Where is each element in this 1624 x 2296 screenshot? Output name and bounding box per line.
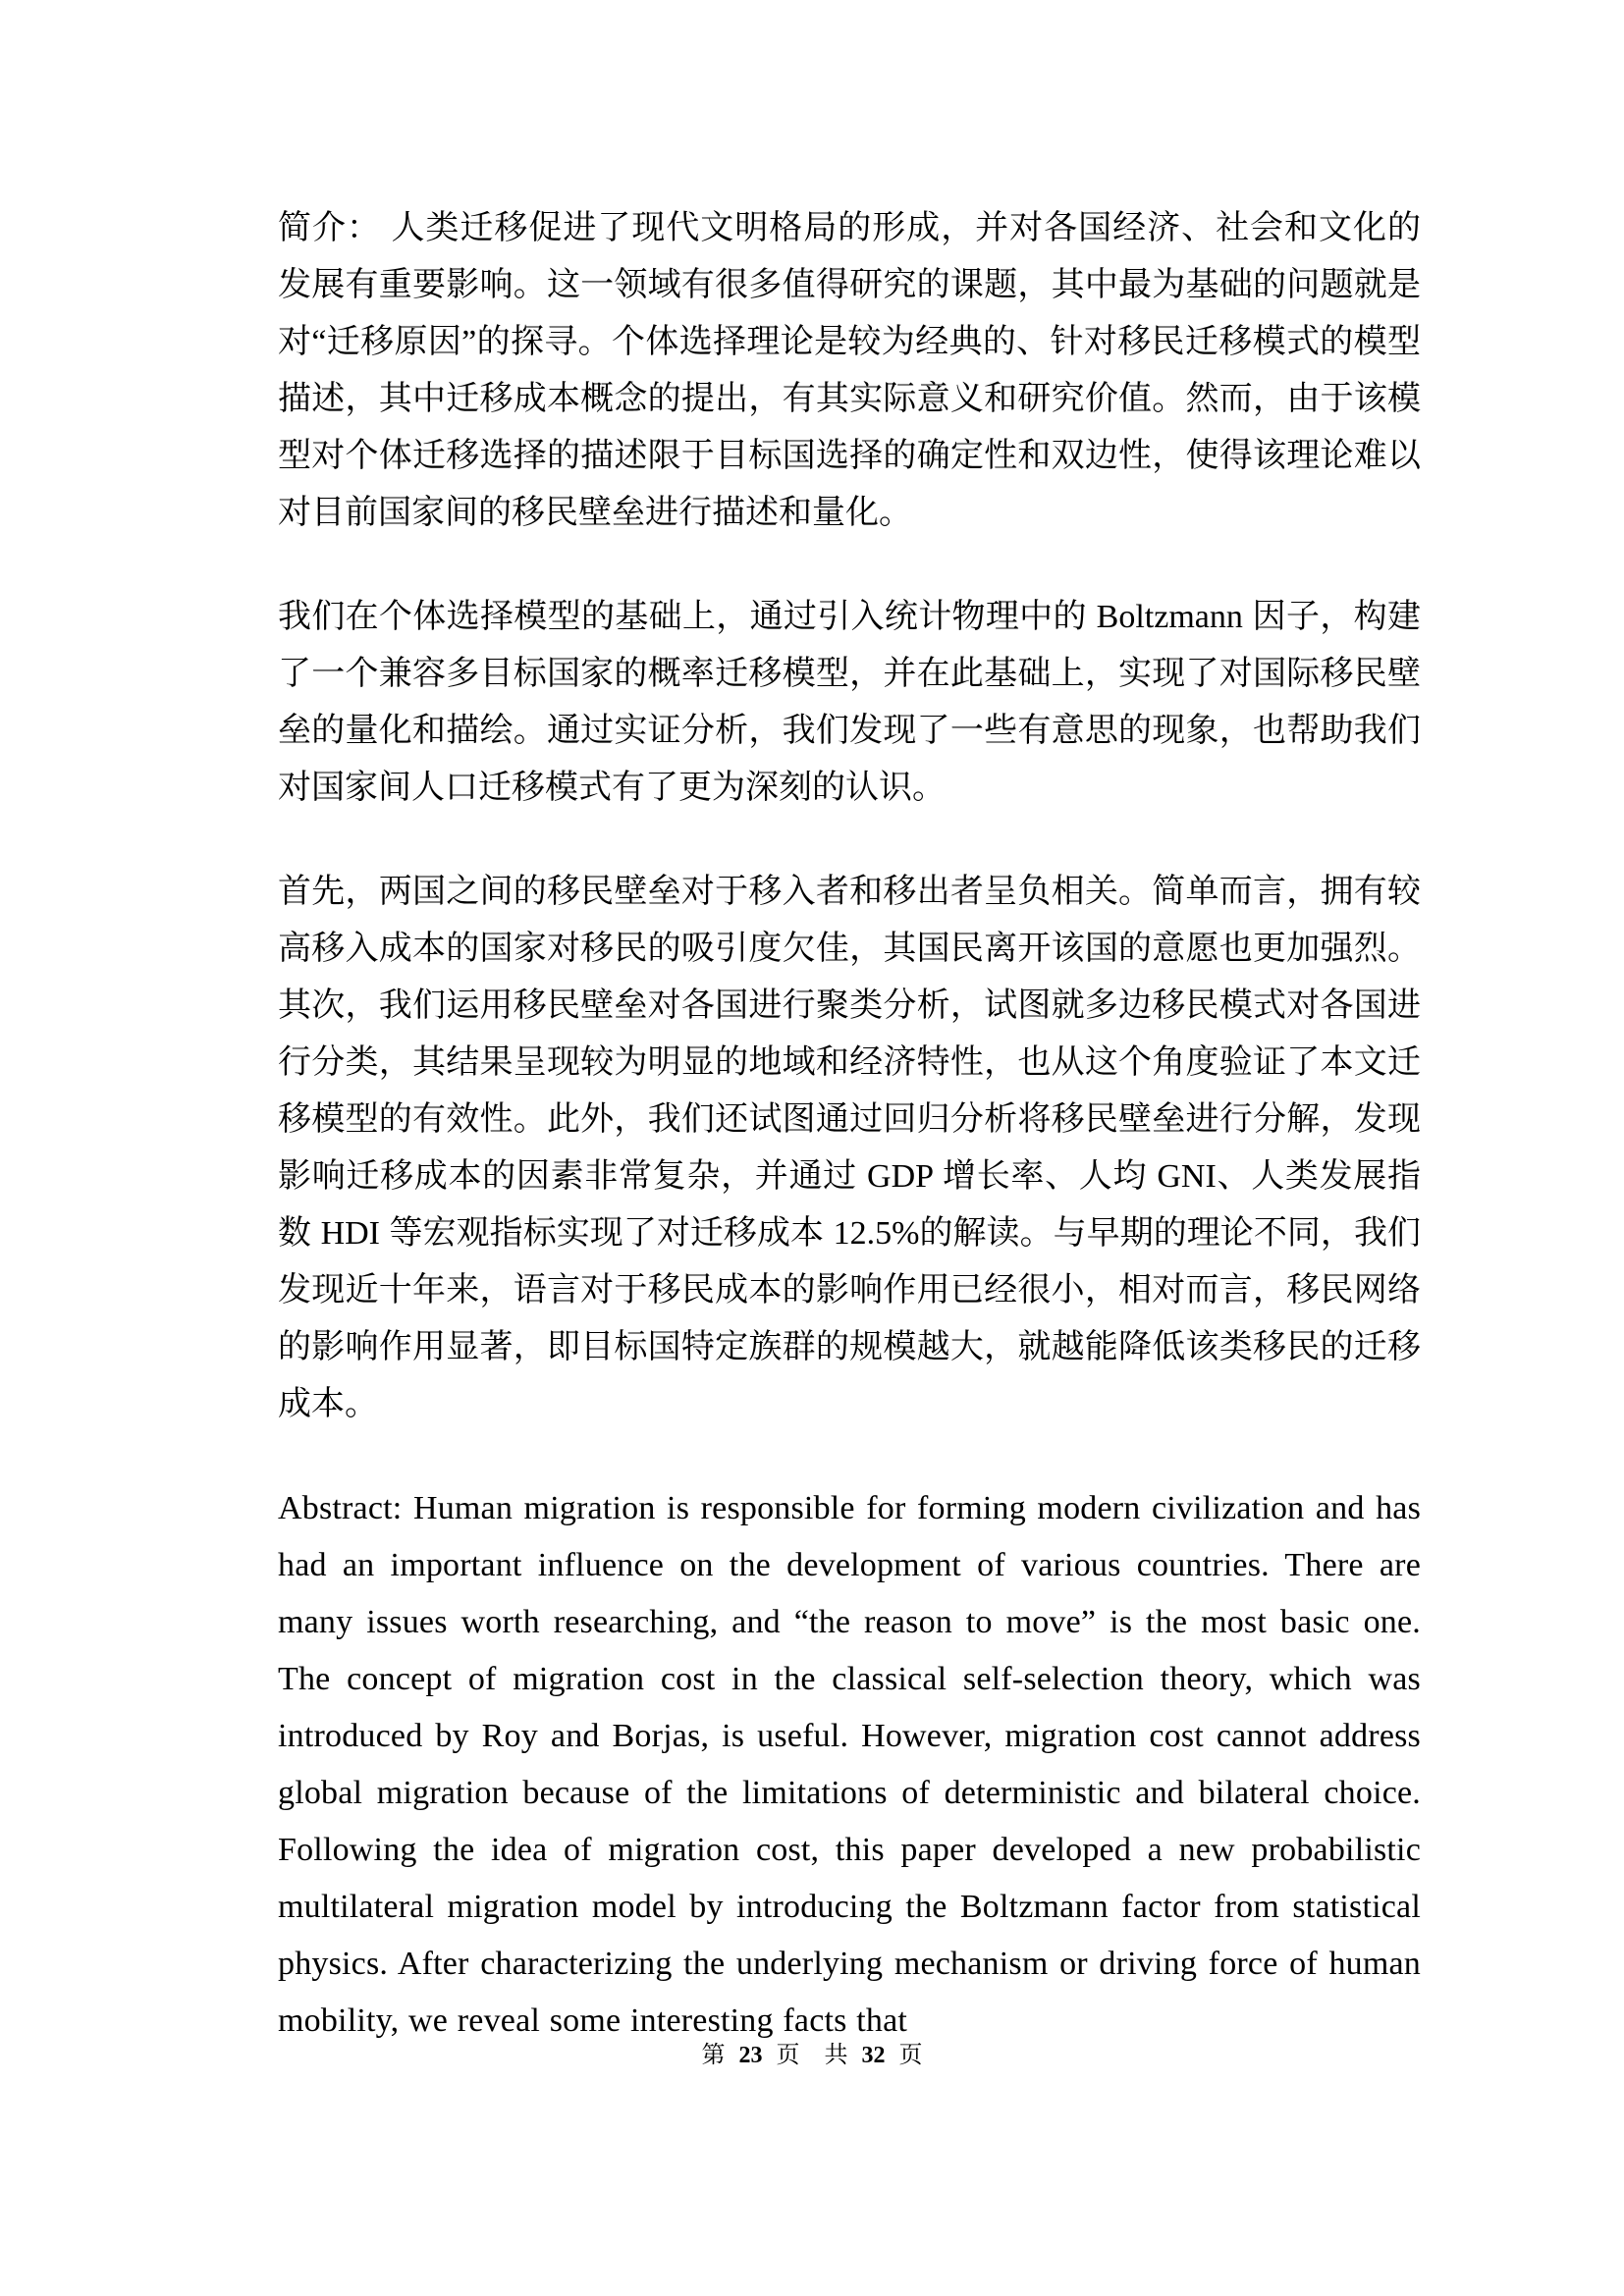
- footer-label-ye-2: 页: [898, 2043, 923, 2068]
- page-body-text: [278, 200, 1421, 2050]
- paragraph-intro-cn: 简介： 人类迁移促进了现代文明格局的形成，并对各国经济、社会和文化的发展有重要影响。这一领域有很多值得研究的课题，其中最为基础的问题就是对“迁移原因”的探寻。个体选择理论是较为经典的、针对移民迁移模式的模型描述，其中迁移成本概念的提出，有其实际意义和研究价值。然而，由于该模型对个体迁移选择的描述限于目标国选择的确定性和双边性，使得该理论难以对目前国家间的移民壁垒进行描述和量化。: [278, 210, 1421, 531]
- footer-label-gong: 共: [824, 2043, 848, 2068]
- footer-label-di: 第: [701, 2043, 726, 2068]
- footer-label-ye-1: 页: [776, 2043, 800, 2068]
- paragraph-abstract-en: Abstract: Human migration is responsible for forming modern civilization and has had an important influence on the development of various countries. There are many issues worth researching, and “the reason to move” is the most basic one. The concept of migration cost in the classical self-selection theory, which was introduced by Roy and Borjas, is useful. However, migration cost cannot address global migration because of the limitations of deterministic and bilateral choice. Following the idea of migration cost, this paper developed a new probabilistic multilateral migration model by introducing the Boltzmann factor from statistical physics. After characterizing the underlying mechanism or driving force of human mobility, we reveal some interesting facts that: [278, 1490, 1421, 2039]
- paragraph-findings-cn: 首先，两国之间的移民壁垒对于移入者和移出者呈负相关。简单而言，拥有较高移入成本的国家对移民的吸引度欠佳，其国民离开该国的意愿也更加强烈。其次，我们运用移民壁垒对各国进行聚类分析，试图就多边移民模式对各国进行分类，其结果呈现较为明显的地域和经济特性，也从这个角度验证了本文迁移模型的有效性。此外，我们还试图通过回归分析将移民壁垒进行分解，发现影响迁移成本的因素非常复杂，并通过 GDP 增长率、人均 GNI、人类发展指数 HDI 等宏观指标实现了对迁移成本 12.5%的解读。与早期的理论不同，我们发现近十年来，语言对于移民成本的影响作用已经很小，相对而言，移民网络的影响作用显著，即目标国特定族群的规模越大，就越能降低该类移民的迁移成本。: [278, 874, 1421, 1422]
- footer-current-page-number: 23: [738, 2043, 763, 2068]
- paragraph-model-cn: 我们在个体选择模型的基础上，通过引入统计物理中的 Boltzmann 因子，构建了一个兼容多目标国家的概率迁移模型，并在此基础上，实现了对国际移民壁垒的量化和描绘。通过实证分析，我们发现了一些有意思的现象，也帮助我们对国家间人口迁移模式有了更为深刻的认识。: [278, 599, 1421, 806]
- footer-total-pages-number: 32: [861, 2043, 886, 2068]
- page-footer: [0, 2040, 1624, 2071]
